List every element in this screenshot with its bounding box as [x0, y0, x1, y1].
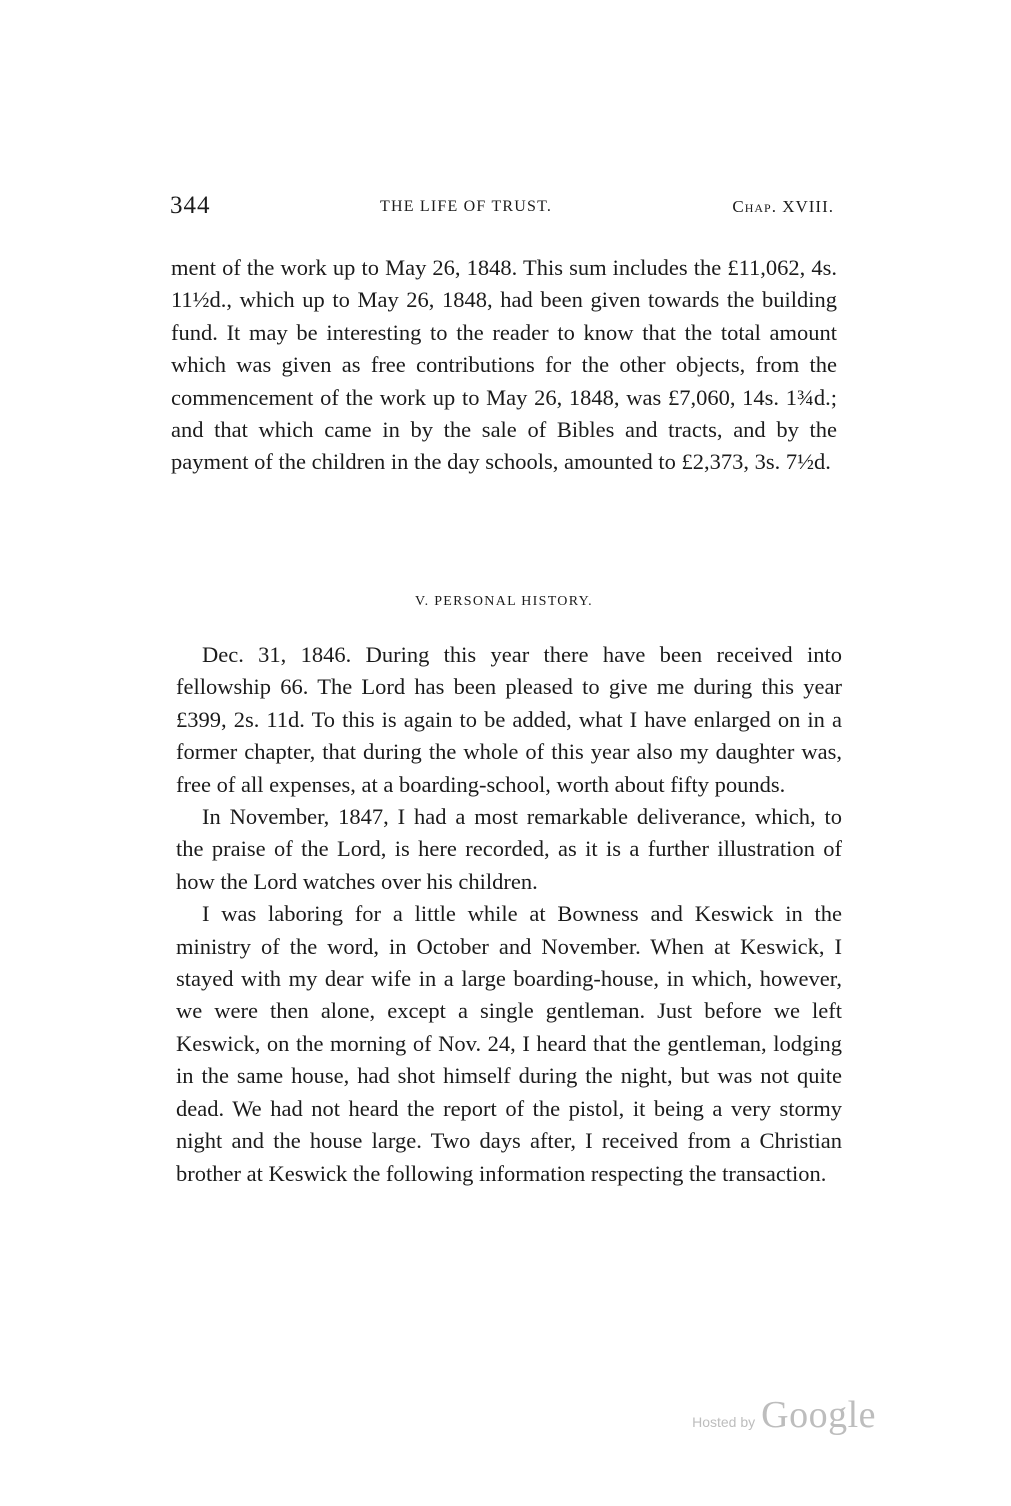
- personal-history-text-block: [176, 639, 842, 1190]
- chapter-label: Chap. XVIII.: [732, 197, 834, 216]
- hosted-by-google-watermark: [692, 1393, 876, 1437]
- google-logo: Google: [761, 1394, 876, 1436]
- watermark-prefix: Hosted by: [692, 1414, 756, 1430]
- paragraph: Dec. 31, 1846. During this year there have been received into fellowship 66. The Lord has been pleased to give me during this year £399, 2s. 11d. To this is again to be added, what I have enlarged on in a former chapter, that during the whole of this year also my daughter was, free of all expenses, at a boarding-school, worth about fifty pounds.: [176, 642, 842, 797]
- paragraph: In November, 1847, I had a most remarkable deliverance, which, to the praise of the Lord, is here recorded, as it is a further illustration of how the Lord watches over his children.: [176, 804, 842, 894]
- section-heading: V. PERSONAL HISTORY.: [415, 594, 593, 609]
- paragraph: I was laboring for a little while at Bowness and Keswick in the ministry of the word, in October and November. When at Keswick, I stayed with my dear wife in a large boarding-house, in which, however, we were then alone, except a single gentleman. Just before we left Keswick, on the morning of Nov. 24, I heard that the gentleman, lodging in the same house, had shot himself during the night, but was not quite dead. We had not heard the report of the pistol, it being a very stormy night and the house large. Two days after, I received from a Christian brother at Keswick the following information respecting the transaction.: [176, 901, 842, 1186]
- page-number: 344: [170, 192, 211, 219]
- running-title: THE LIFE OF TRUST.: [380, 198, 553, 215]
- continuation-text-block: [171, 252, 837, 479]
- continuation-paragraph: ment of the work up to May 26, 1848. This sum includes the £11,062, 4s. 11½d., which up to May 26, 1848, had been given towards the building fund. It may be interesting to the reader to know that the total amount which was given as free contributions for the other objects, from the commencement of the work up to May 26, 1848, was £7,060, 14s. 1¾d.; and that which came in by the sale of Bibles and tracts, and by the payment of the children in the day schools, amounted to £2,373, 3s. 7½d.: [171, 255, 837, 475]
- running-head: [170, 192, 834, 224]
